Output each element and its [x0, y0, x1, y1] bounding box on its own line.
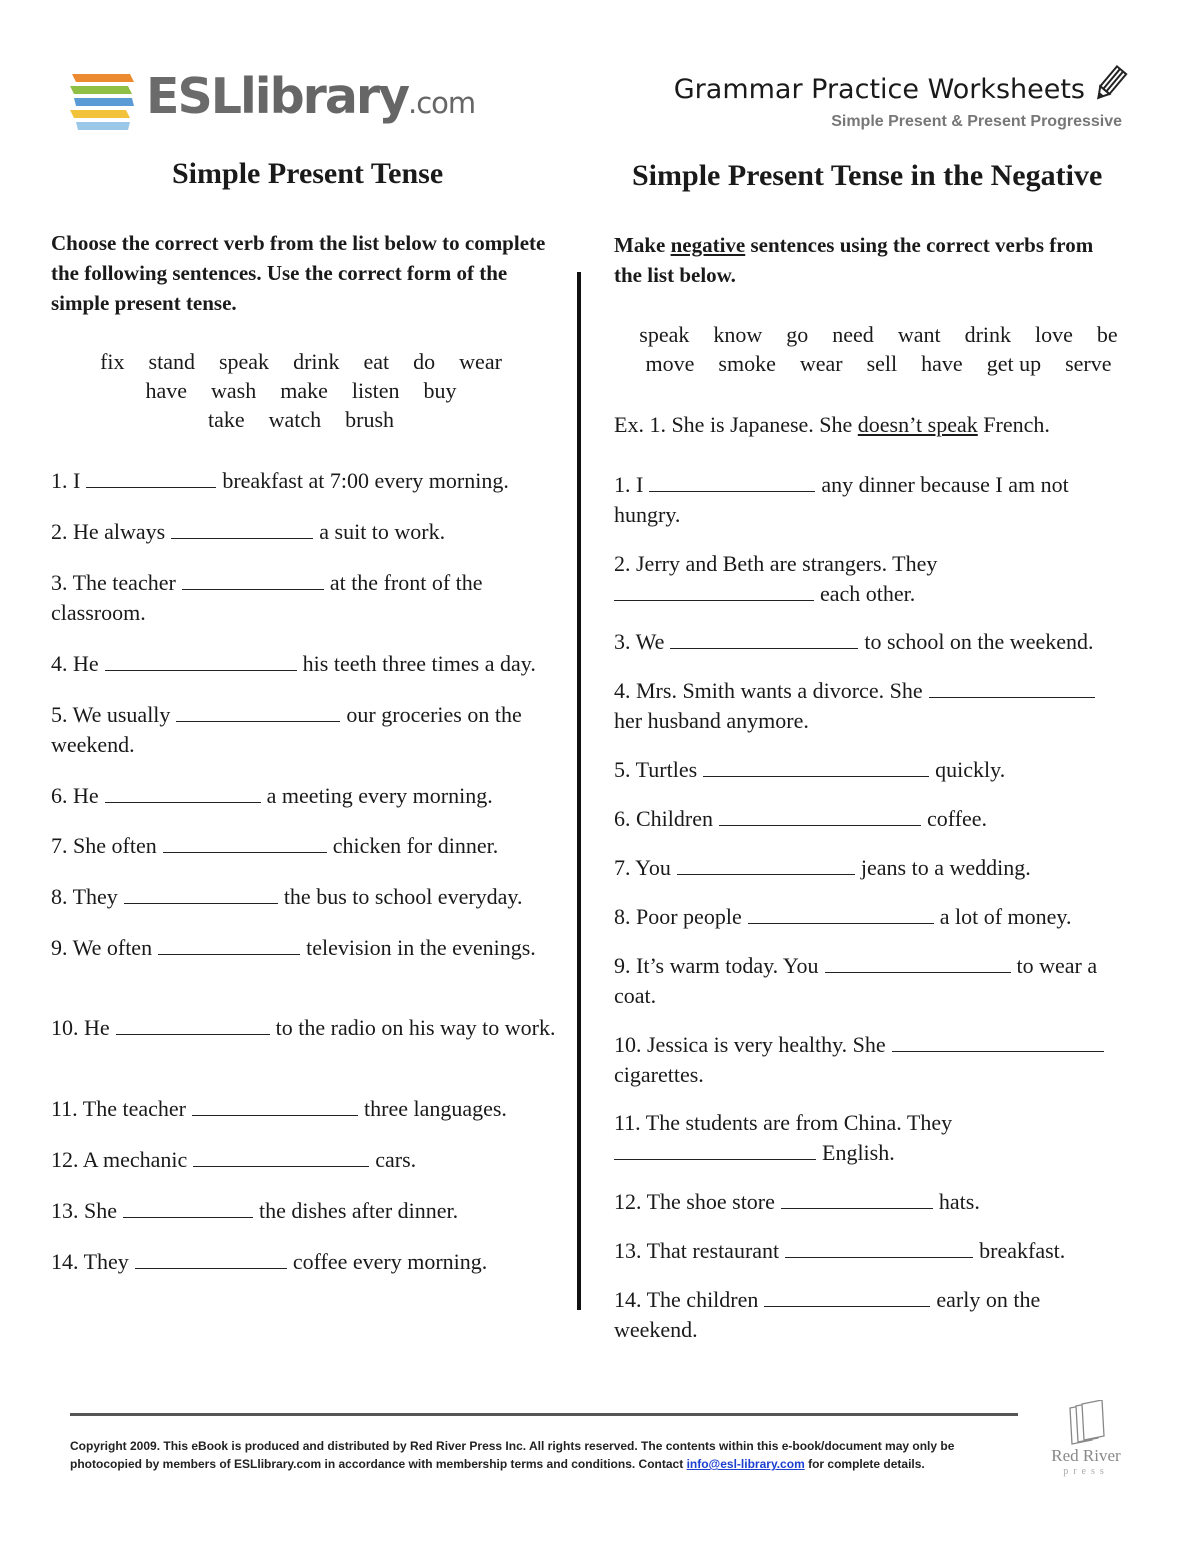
verb-option: eat	[363, 349, 390, 374]
question-continuation: three languages.	[364, 1096, 507, 1121]
question-prompt: 8. They	[51, 884, 118, 909]
right-section-title: Simple Present Tense in the Negative	[632, 159, 1103, 192]
right-verb-row	[606, 320, 1151, 349]
verb-option: wear	[459, 349, 502, 374]
example-answer: doesn’t speak	[857, 412, 978, 437]
left-verb-row	[51, 376, 551, 405]
verb-option: drink	[964, 322, 1012, 347]
question-prompt: 7. You	[614, 855, 671, 880]
question-item	[614, 902, 1129, 932]
publisher-name: Red River	[1051, 1446, 1121, 1465]
verb-option: brush	[345, 407, 395, 432]
copyright-line	[70, 1455, 1030, 1473]
verb-option: stand	[148, 349, 195, 374]
question-prompt: 4. Mrs. Smith wants a divorce. She	[614, 678, 923, 703]
esl-library-logo	[68, 68, 476, 138]
instr-text: sentences using the correct verbs from the list below.	[614, 233, 1094, 287]
copyright-line: Copyright 2009. This eBook is produced and distributed by Red River Press Inc. All rights reserved. The contents within this e-book/document may only be	[70, 1439, 955, 1453]
question-item	[614, 1236, 1129, 1266]
question-item	[51, 1094, 561, 1124]
question-continuation: English.	[822, 1140, 895, 1165]
question-continuation: cigarettes.	[614, 1062, 704, 1087]
question-continuation: hats.	[938, 1189, 980, 1214]
answer-blank[interactable]	[785, 1237, 973, 1258]
question-continuation: at the front of the classroom.	[51, 570, 483, 625]
question-item	[614, 951, 1129, 1011]
verb-option: want	[897, 322, 941, 347]
copyright-notice	[70, 1437, 1030, 1473]
question-prompt: 13. That restaurant	[614, 1238, 780, 1263]
question-item	[614, 755, 1129, 785]
question-continuation: quickly.	[935, 757, 1006, 782]
question-continuation: coffee every morning.	[292, 1249, 488, 1274]
verb-option: get up	[986, 351, 1042, 376]
question-item	[614, 627, 1129, 657]
answer-blank[interactable]	[86, 467, 216, 488]
question-item	[51, 568, 561, 628]
verb-option: take	[207, 407, 245, 432]
right-verb-list	[606, 320, 1151, 378]
question-continuation: a lot of money.	[939, 904, 1072, 929]
worksheet-series-title: Grammar Practice Worksheets	[673, 74, 1085, 105]
question-continuation: to the radio on his way to work.	[275, 1015, 556, 1040]
left-verb-row	[51, 347, 551, 376]
stacked-books-icon	[68, 70, 138, 136]
question-item	[51, 517, 561, 547]
verb-option: wash	[210, 378, 257, 403]
verb-option: listen	[351, 378, 400, 403]
question-continuation: to wear a coat.	[614, 953, 1098, 1008]
contact-email-link[interactable]: info@esl-library.com	[686, 1457, 805, 1471]
question-item	[614, 470, 1129, 530]
question-item	[51, 1013, 561, 1043]
question-prompt: 2. Jerry and Beth are strangers. They	[614, 551, 938, 576]
answer-blank[interactable]	[171, 518, 313, 539]
footer-rule	[70, 1413, 1018, 1416]
question-prompt: 3. The teacher	[51, 570, 176, 595]
question-continuation: a suit to work.	[319, 519, 446, 544]
question-prompt: 4. He	[51, 651, 99, 676]
question-prompt: 5. We usually	[51, 702, 171, 727]
verb-option: watch	[268, 407, 322, 432]
answer-blank[interactable]	[929, 677, 1095, 698]
question-continuation: television in the evenings.	[306, 935, 536, 960]
verb-option: love	[1035, 322, 1073, 347]
column-divider	[577, 272, 581, 1310]
question-continuation: breakfast.	[979, 1238, 1066, 1263]
worksheet-subtitle: Simple Present & Present Progressive	[831, 113, 1122, 130]
verb-option: fix	[100, 349, 125, 374]
question-continuation: to school on the weekend.	[864, 629, 1094, 654]
verb-option: wear	[799, 351, 843, 376]
verb-option: serve	[1065, 351, 1112, 376]
question-continuation: each other.	[820, 581, 916, 606]
question-item	[614, 1108, 1129, 1168]
question-item	[614, 1030, 1129, 1090]
verb-option: drink	[293, 349, 340, 374]
verb-option: sell	[866, 351, 898, 376]
left-verb-row	[51, 405, 551, 434]
question-prompt: 9. It’s warm today. You	[614, 953, 819, 978]
verb-option: make	[280, 378, 328, 403]
question-prompt: 1. I	[614, 472, 644, 497]
question-prompt: 5. Turtles	[614, 757, 698, 782]
verb-option: speak	[218, 349, 270, 374]
answer-blank[interactable]	[105, 782, 261, 803]
question-item	[614, 804, 1129, 834]
question-item	[614, 853, 1129, 883]
answer-blank[interactable]	[124, 883, 278, 904]
answer-blank[interactable]	[670, 628, 858, 649]
answer-blank[interactable]	[781, 1188, 933, 1209]
question-continuation: jeans to a wedding.	[860, 855, 1031, 880]
question-continuation: early on the weekend.	[614, 1287, 1041, 1342]
answer-blank[interactable]	[703, 756, 929, 777]
left-instructions: Choose the correct verb from the list below to complete the following sentences. Use the correct form of the simple present tense.	[51, 231, 546, 315]
answer-blank[interactable]	[182, 569, 324, 590]
question-prompt: 11. The students are from China. They	[614, 1110, 953, 1135]
verb-option: buy	[423, 378, 457, 403]
answer-blank[interactable]	[614, 580, 814, 601]
copyright-text: photocopied by members of ESLlibrary.com in accordance with membership terms and conditions. Contact	[70, 1457, 687, 1471]
question-prompt: 1. I	[51, 468, 81, 493]
question-item	[51, 649, 561, 679]
question-item	[51, 700, 561, 760]
answer-blank[interactable]	[748, 903, 934, 924]
verb-option: speak	[639, 322, 690, 347]
answer-blank[interactable]	[677, 854, 855, 875]
example-text: Ex. 1. She is Japanese. She	[614, 412, 858, 437]
answer-blank[interactable]	[158, 934, 300, 955]
question-continuation: the dishes after dinner.	[259, 1198, 459, 1223]
question-continuation: his teeth three times a day.	[302, 651, 536, 676]
example-sentence	[614, 410, 1124, 440]
question-continuation: a meeting every morning.	[266, 783, 493, 808]
answer-blank[interactable]	[649, 471, 815, 492]
question-continuation: the bus to school everyday.	[283, 884, 523, 909]
answer-blank[interactable]	[614, 1139, 816, 1160]
verb-option: need	[832, 322, 874, 347]
question-prompt: 12. The shoe store	[614, 1189, 775, 1214]
question-item	[51, 1196, 561, 1226]
left-verb-list	[51, 347, 551, 434]
verb-option: know	[713, 322, 763, 347]
question-prompt: 13. She	[51, 1198, 117, 1223]
question-prompt: 10. Jessica is very healthy. She	[614, 1032, 886, 1057]
question-prompt: 3. We	[614, 629, 665, 654]
answer-blank[interactable]	[825, 952, 1011, 973]
example-text: French.	[977, 412, 1050, 437]
question-item	[614, 549, 1129, 609]
pencil-icon	[1090, 64, 1130, 104]
question-item	[51, 1247, 561, 1277]
question-item	[614, 1187, 1129, 1217]
question-item	[51, 466, 561, 496]
answer-blank[interactable]	[105, 650, 297, 671]
answer-blank[interactable]	[193, 1146, 369, 1167]
question-prompt: 9. We often	[51, 935, 153, 960]
question-prompt: 14. They	[51, 1249, 129, 1274]
question-item	[51, 1145, 561, 1175]
question-prompt: 7. She often	[51, 833, 157, 858]
left-section-title: Simple Present Tense	[172, 157, 444, 190]
right-instructions	[614, 230, 1114, 290]
question-continuation: cars.	[375, 1147, 417, 1172]
instr-emphasis: negative	[670, 233, 746, 257]
question-prompt: 2. He always	[51, 519, 166, 544]
answer-blank[interactable]	[163, 832, 327, 853]
red-river-press-logo	[1040, 1400, 1132, 1480]
question-item	[614, 1285, 1129, 1345]
question-continuation: any dinner because I am not hungry.	[614, 472, 1069, 527]
verb-option: have	[921, 351, 963, 376]
question-item	[51, 933, 561, 963]
verb-option: smoke	[718, 351, 776, 376]
answer-blank[interactable]	[135, 1248, 287, 1269]
question-item	[51, 831, 561, 861]
question-prompt: 8. Poor people	[614, 904, 742, 929]
logo-wordmark: ESLlibrary.com	[146, 68, 476, 125]
question-prompt: 6. Children	[614, 806, 713, 831]
publisher-sub: press	[1063, 1466, 1109, 1477]
question-item	[51, 882, 561, 912]
question-item	[614, 676, 1129, 736]
question-item	[51, 781, 561, 811]
question-continuation: coffee.	[927, 806, 988, 831]
answer-blank[interactable]	[719, 805, 921, 826]
copyright-text: for complete details.	[804, 1457, 925, 1471]
question-prompt: 11. The teacher	[51, 1096, 186, 1121]
question-prompt: 14. The children	[614, 1287, 759, 1312]
right-verb-row	[606, 349, 1151, 378]
answer-blank[interactable]	[123, 1197, 253, 1218]
question-prompt: 6. He	[51, 783, 99, 808]
answer-blank[interactable]	[892, 1031, 1104, 1052]
answer-blank[interactable]	[764, 1286, 930, 1307]
question-prompt: 12. A mechanic	[51, 1147, 188, 1172]
answer-blank[interactable]	[116, 1014, 270, 1035]
verb-option: have	[145, 378, 187, 403]
question-continuation: breakfast at 7:00 every morning.	[222, 468, 509, 493]
question-continuation: her husband anymore.	[614, 708, 809, 733]
question-continuation: our groceries on the weekend.	[51, 702, 522, 757]
answer-blank[interactable]	[192, 1095, 358, 1116]
answer-blank[interactable]	[176, 701, 340, 722]
verb-option: do	[413, 349, 436, 374]
verb-option: move	[645, 351, 695, 376]
verb-option: be	[1096, 322, 1118, 347]
question-continuation: chicken for dinner.	[332, 833, 499, 858]
book-stack-logo-icon	[1040, 1400, 1132, 1446]
question-prompt: 10. He	[51, 1015, 110, 1040]
verb-option: go	[786, 322, 809, 347]
instr-text: Make	[614, 233, 671, 257]
